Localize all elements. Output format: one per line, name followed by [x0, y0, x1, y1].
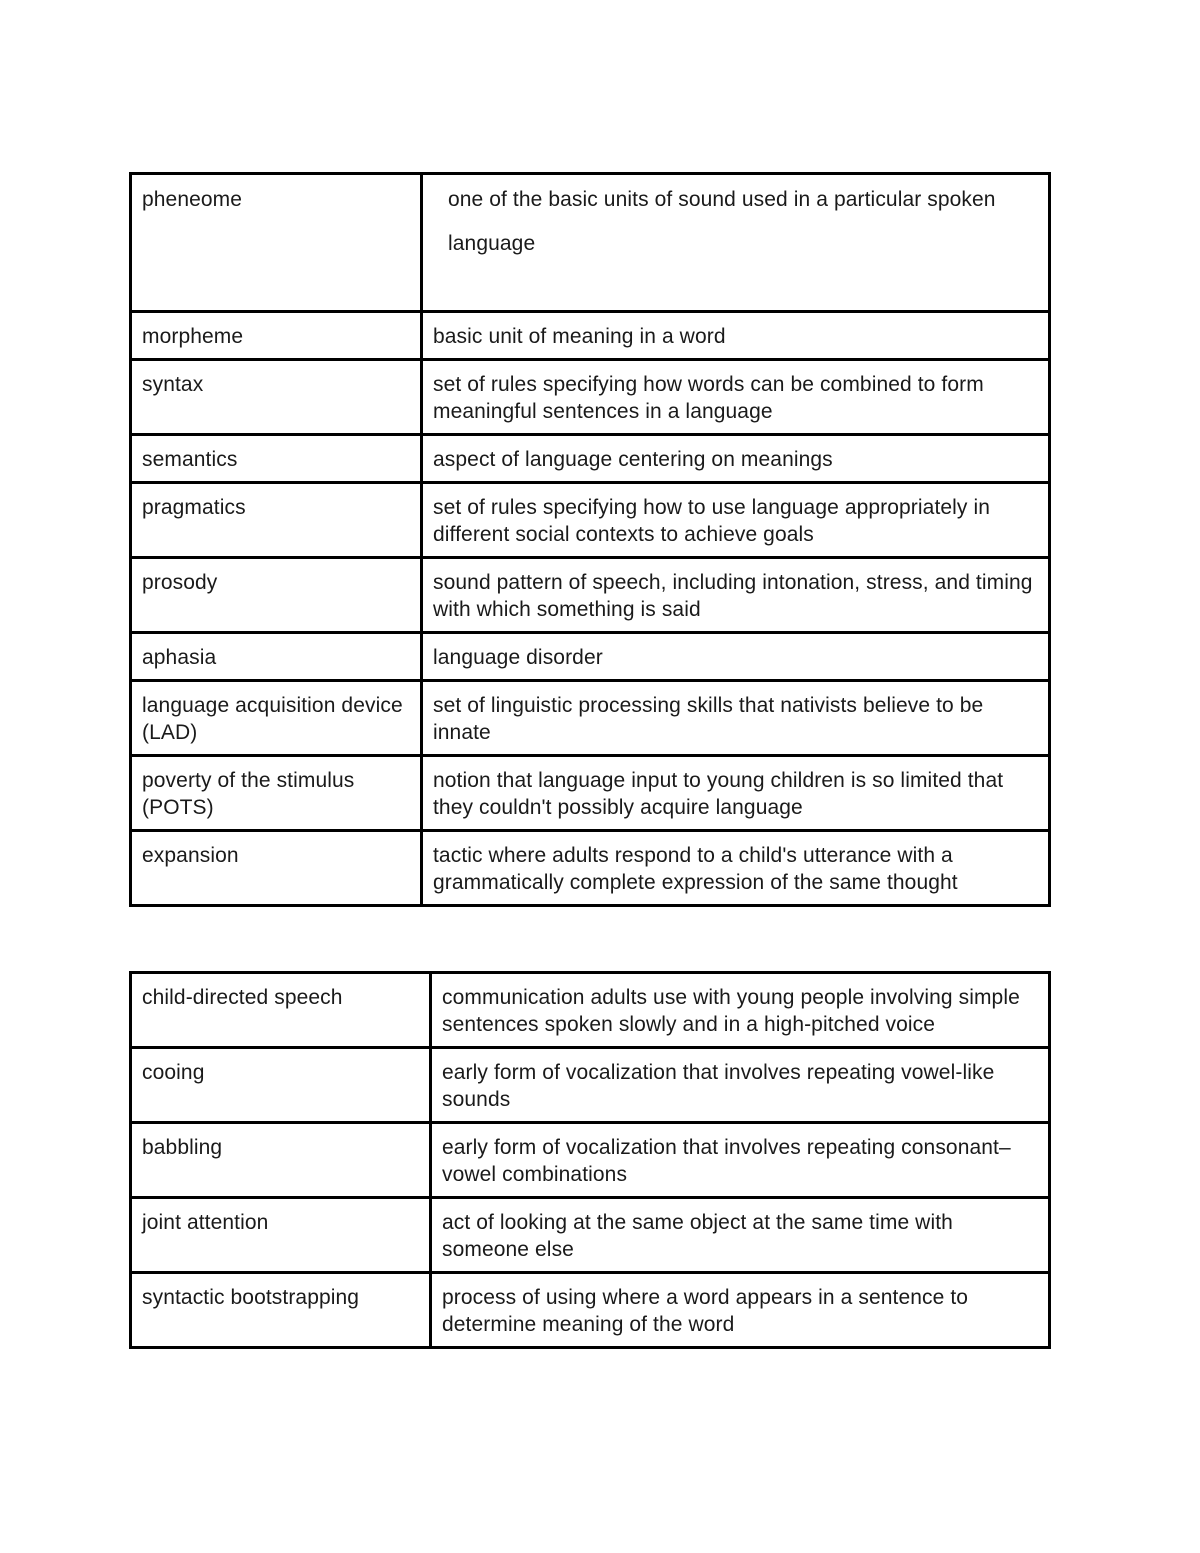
term-cell: prosody	[131, 558, 422, 633]
definition-cell: tactic where adults respond to a child's utterance with a grammatically complete expression of the same thought	[422, 831, 1050, 906]
term-cell: syntactic bootstrapping	[131, 1273, 431, 1348]
table-row	[131, 973, 1050, 1048]
definition-cell: one of the basic units of sound used in a particular spoken language	[422, 174, 1050, 312]
definition-cell: early form of vocalization that involves repeating vowel-like sounds	[431, 1048, 1050, 1123]
term-cell: language acquisition device (LAD)	[131, 681, 422, 756]
table-row	[131, 831, 1050, 906]
definition-cell: process of using where a word appears in a sentence to determine meaning of the word	[431, 1273, 1050, 1348]
term-cell: babbling	[131, 1123, 431, 1198]
table-row	[131, 360, 1050, 435]
term-cell: aphasia	[131, 633, 422, 681]
table-row	[131, 681, 1050, 756]
term-cell: syntax	[131, 360, 422, 435]
table-row	[131, 435, 1050, 483]
term-cell: expansion	[131, 831, 422, 906]
definition-cell: early form of vocalization that involves repeating consonant–vowel combinations	[431, 1123, 1050, 1198]
table-row	[131, 483, 1050, 558]
term-cell: child-directed speech	[131, 973, 431, 1048]
table-row	[131, 1273, 1050, 1348]
term-cell: poverty of the stimulus (POTS)	[131, 756, 422, 831]
definition-cell: communication adults use with young people involving simple sentences spoken slowly and in a high-pitched voice	[431, 973, 1050, 1048]
table-row	[131, 1198, 1050, 1273]
vocabulary-table-1	[129, 172, 1051, 907]
table-row	[131, 756, 1050, 831]
table-row	[131, 174, 1050, 312]
term-cell: pheneome	[131, 174, 422, 312]
definition-cell: act of looking at the same object at the same time with someone else	[431, 1198, 1050, 1273]
term-cell: semantics	[131, 435, 422, 483]
term-cell: pragmatics	[131, 483, 422, 558]
vocabulary-table-2	[129, 971, 1051, 1349]
definition-cell: sound pattern of speech, including intonation, stress, and timing with which something is said	[422, 558, 1050, 633]
table-row	[131, 1123, 1050, 1198]
table-row	[131, 558, 1050, 633]
table-row	[131, 633, 1050, 681]
definition-cell: notion that language input to young children is so limited that they couldn't possibly acquire language	[422, 756, 1050, 831]
definition-cell: set of rules specifying how words can be combined to form meaningful sentences in a language	[422, 360, 1050, 435]
definition-cell: set of linguistic processing skills that nativists believe to be innate	[422, 681, 1050, 756]
table-row	[131, 312, 1050, 360]
term-cell: joint attention	[131, 1198, 431, 1273]
definition-cell: set of rules specifying how to use language appropriately in different social contexts to achieve goals	[422, 483, 1050, 558]
term-cell: cooing	[131, 1048, 431, 1123]
definition-cell: basic unit of meaning in a word	[422, 312, 1050, 360]
table-row	[131, 1048, 1050, 1123]
definition-cell: aspect of language centering on meanings	[422, 435, 1050, 483]
term-cell: morpheme	[131, 312, 422, 360]
definition-cell: language disorder	[422, 633, 1050, 681]
